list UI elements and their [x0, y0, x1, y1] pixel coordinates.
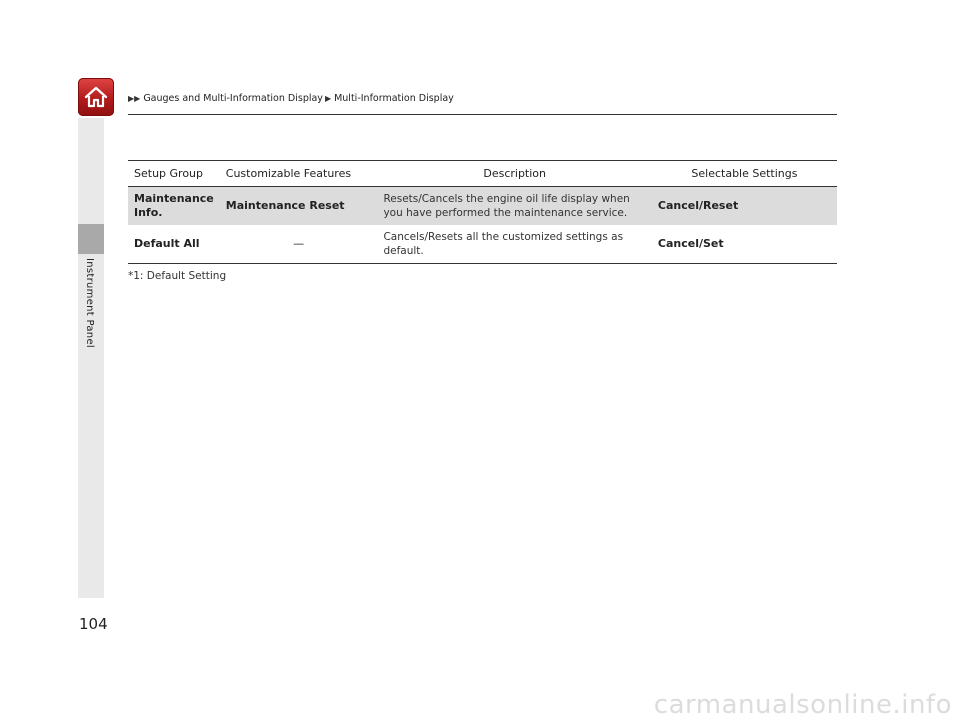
header-description: Description — [377, 161, 651, 187]
cell-settings: Cancel/Set — [652, 225, 837, 264]
header-settings: Selectable Settings — [652, 161, 837, 187]
sidebar-section-tab[interactable] — [78, 224, 104, 254]
cell-feature: — — [220, 225, 378, 264]
home-icon — [83, 85, 109, 109]
cell-settings: Cancel/Reset — [652, 187, 837, 226]
header-divider — [128, 114, 837, 115]
triangle-right-icon: ▶ — [324, 94, 332, 103]
sidebar-section-label: Instrument Panel — [84, 258, 95, 348]
breadcrumb-item-gauges[interactable]: Gauges and Multi-Information Display — [143, 93, 323, 104]
header-setup-group: Setup Group — [128, 161, 220, 187]
table-row — [128, 225, 837, 264]
settings-table — [128, 160, 837, 264]
header-features: Customizable Features — [220, 161, 378, 187]
table-row — [128, 187, 837, 226]
cell-description: Resets/Cancels the engine oil life display when you have performed the maintenance service. — [377, 187, 651, 226]
breadcrumb-item-multi-info[interactable]: Multi-Information Display — [334, 93, 454, 104]
cell-group: Default All — [128, 225, 220, 264]
home-button[interactable] — [78, 78, 114, 116]
cell-feature: Maintenance Reset — [220, 187, 378, 226]
triangle-right-icon: ▶▶ — [128, 94, 141, 103]
cell-group: Maintenance Info. — [128, 187, 220, 226]
watermark: carmanualsonline.info — [653, 690, 952, 720]
page-number: 104 — [79, 615, 108, 633]
breadcrumb — [128, 93, 454, 104]
table-header-row — [128, 161, 837, 187]
cell-description: Cancels/Resets all the customized settings as default. — [377, 225, 651, 264]
footnote: *1: Default Setting — [128, 270, 227, 282]
sidebar-strip — [78, 118, 104, 598]
